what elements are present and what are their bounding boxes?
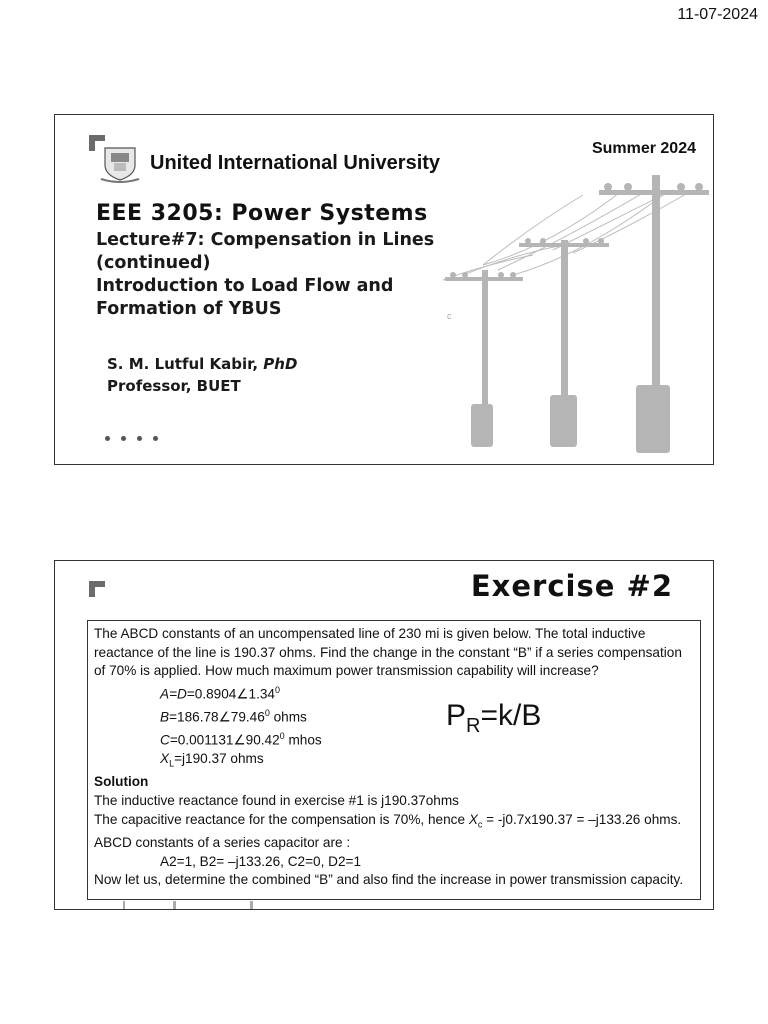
title-slide bbox=[54, 114, 714, 465]
corner-bracket-icon bbox=[89, 581, 105, 597]
exercise-title: Exercise #2 bbox=[470, 569, 673, 603]
lecture-title-line: Lecture#7: Compensation in Lines bbox=[96, 230, 435, 250]
faint-mark: c bbox=[447, 311, 452, 321]
power-formula: $P_R=k/B$ bbox=[446, 699, 542, 737]
author-block bbox=[107, 353, 297, 397]
page-date: 11-07-2024 bbox=[677, 6, 758, 23]
solution-line: A2=1, B2= –j133.26, C2=0, D2=1 bbox=[160, 853, 362, 869]
lecture-title-line: (continued) bbox=[96, 253, 211, 273]
university-name: United International University bbox=[150, 152, 441, 174]
solution-line: Now let us, determine the combined “B” and also find the increase in power transmission capacity. bbox=[94, 872, 684, 888]
bullet-dots-icon bbox=[105, 428, 169, 446]
constant-xl: $X_L=j190.37$ ohms bbox=[160, 751, 264, 769]
lecture-title bbox=[96, 229, 556, 321]
exercise-content-box bbox=[87, 620, 701, 900]
problem-statement: The ABCD constants of an uncompensated line of 230 mi is given below. The total inductive reactance of the line is 190.37 ohms. Find the change in the constant “B” if a series compensation of 70% is applied. How much maximum power transmission capability will increase? bbox=[94, 626, 682, 679]
constant-c: $C=0.001131\angle 90.42^0$ mhos bbox=[160, 731, 322, 748]
constant-b: $B=186.78\angle 79.46^0$ ohms bbox=[160, 707, 307, 725]
solution-line: The inductive reactance found in exercise #1 is j190.37ohms bbox=[94, 793, 459, 809]
term-label: Summer 2024 bbox=[591, 140, 696, 157]
author-degree: PhD bbox=[263, 355, 298, 373]
solution-heading: Solution bbox=[94, 774, 149, 790]
solution-line: ABCD constants of a series capacitor are : bbox=[94, 834, 351, 850]
course-title: EEE 3205: Power Systems bbox=[96, 201, 428, 226]
lecture-title-line: Introduction to Load Flow and bbox=[96, 276, 394, 296]
solution-line: The capacitive reactance for the compensation is 70%, hence $X_c = -j0.7x190.37 = -j133.26$ ohms. bbox=[94, 811, 682, 830]
lecture-title-line: Formation of YBUS bbox=[96, 299, 282, 319]
exercise-slide bbox=[54, 560, 714, 910]
constant-ad: $A=D=0.8904\angle 1.34^0$ bbox=[160, 684, 281, 702]
author-name: S. M. Lutful Kabir, bbox=[107, 355, 264, 373]
author-title: Professor, BUET bbox=[107, 377, 241, 395]
university-crest-icon bbox=[99, 145, 141, 183]
cutoff-lines bbox=[123, 901, 323, 909]
